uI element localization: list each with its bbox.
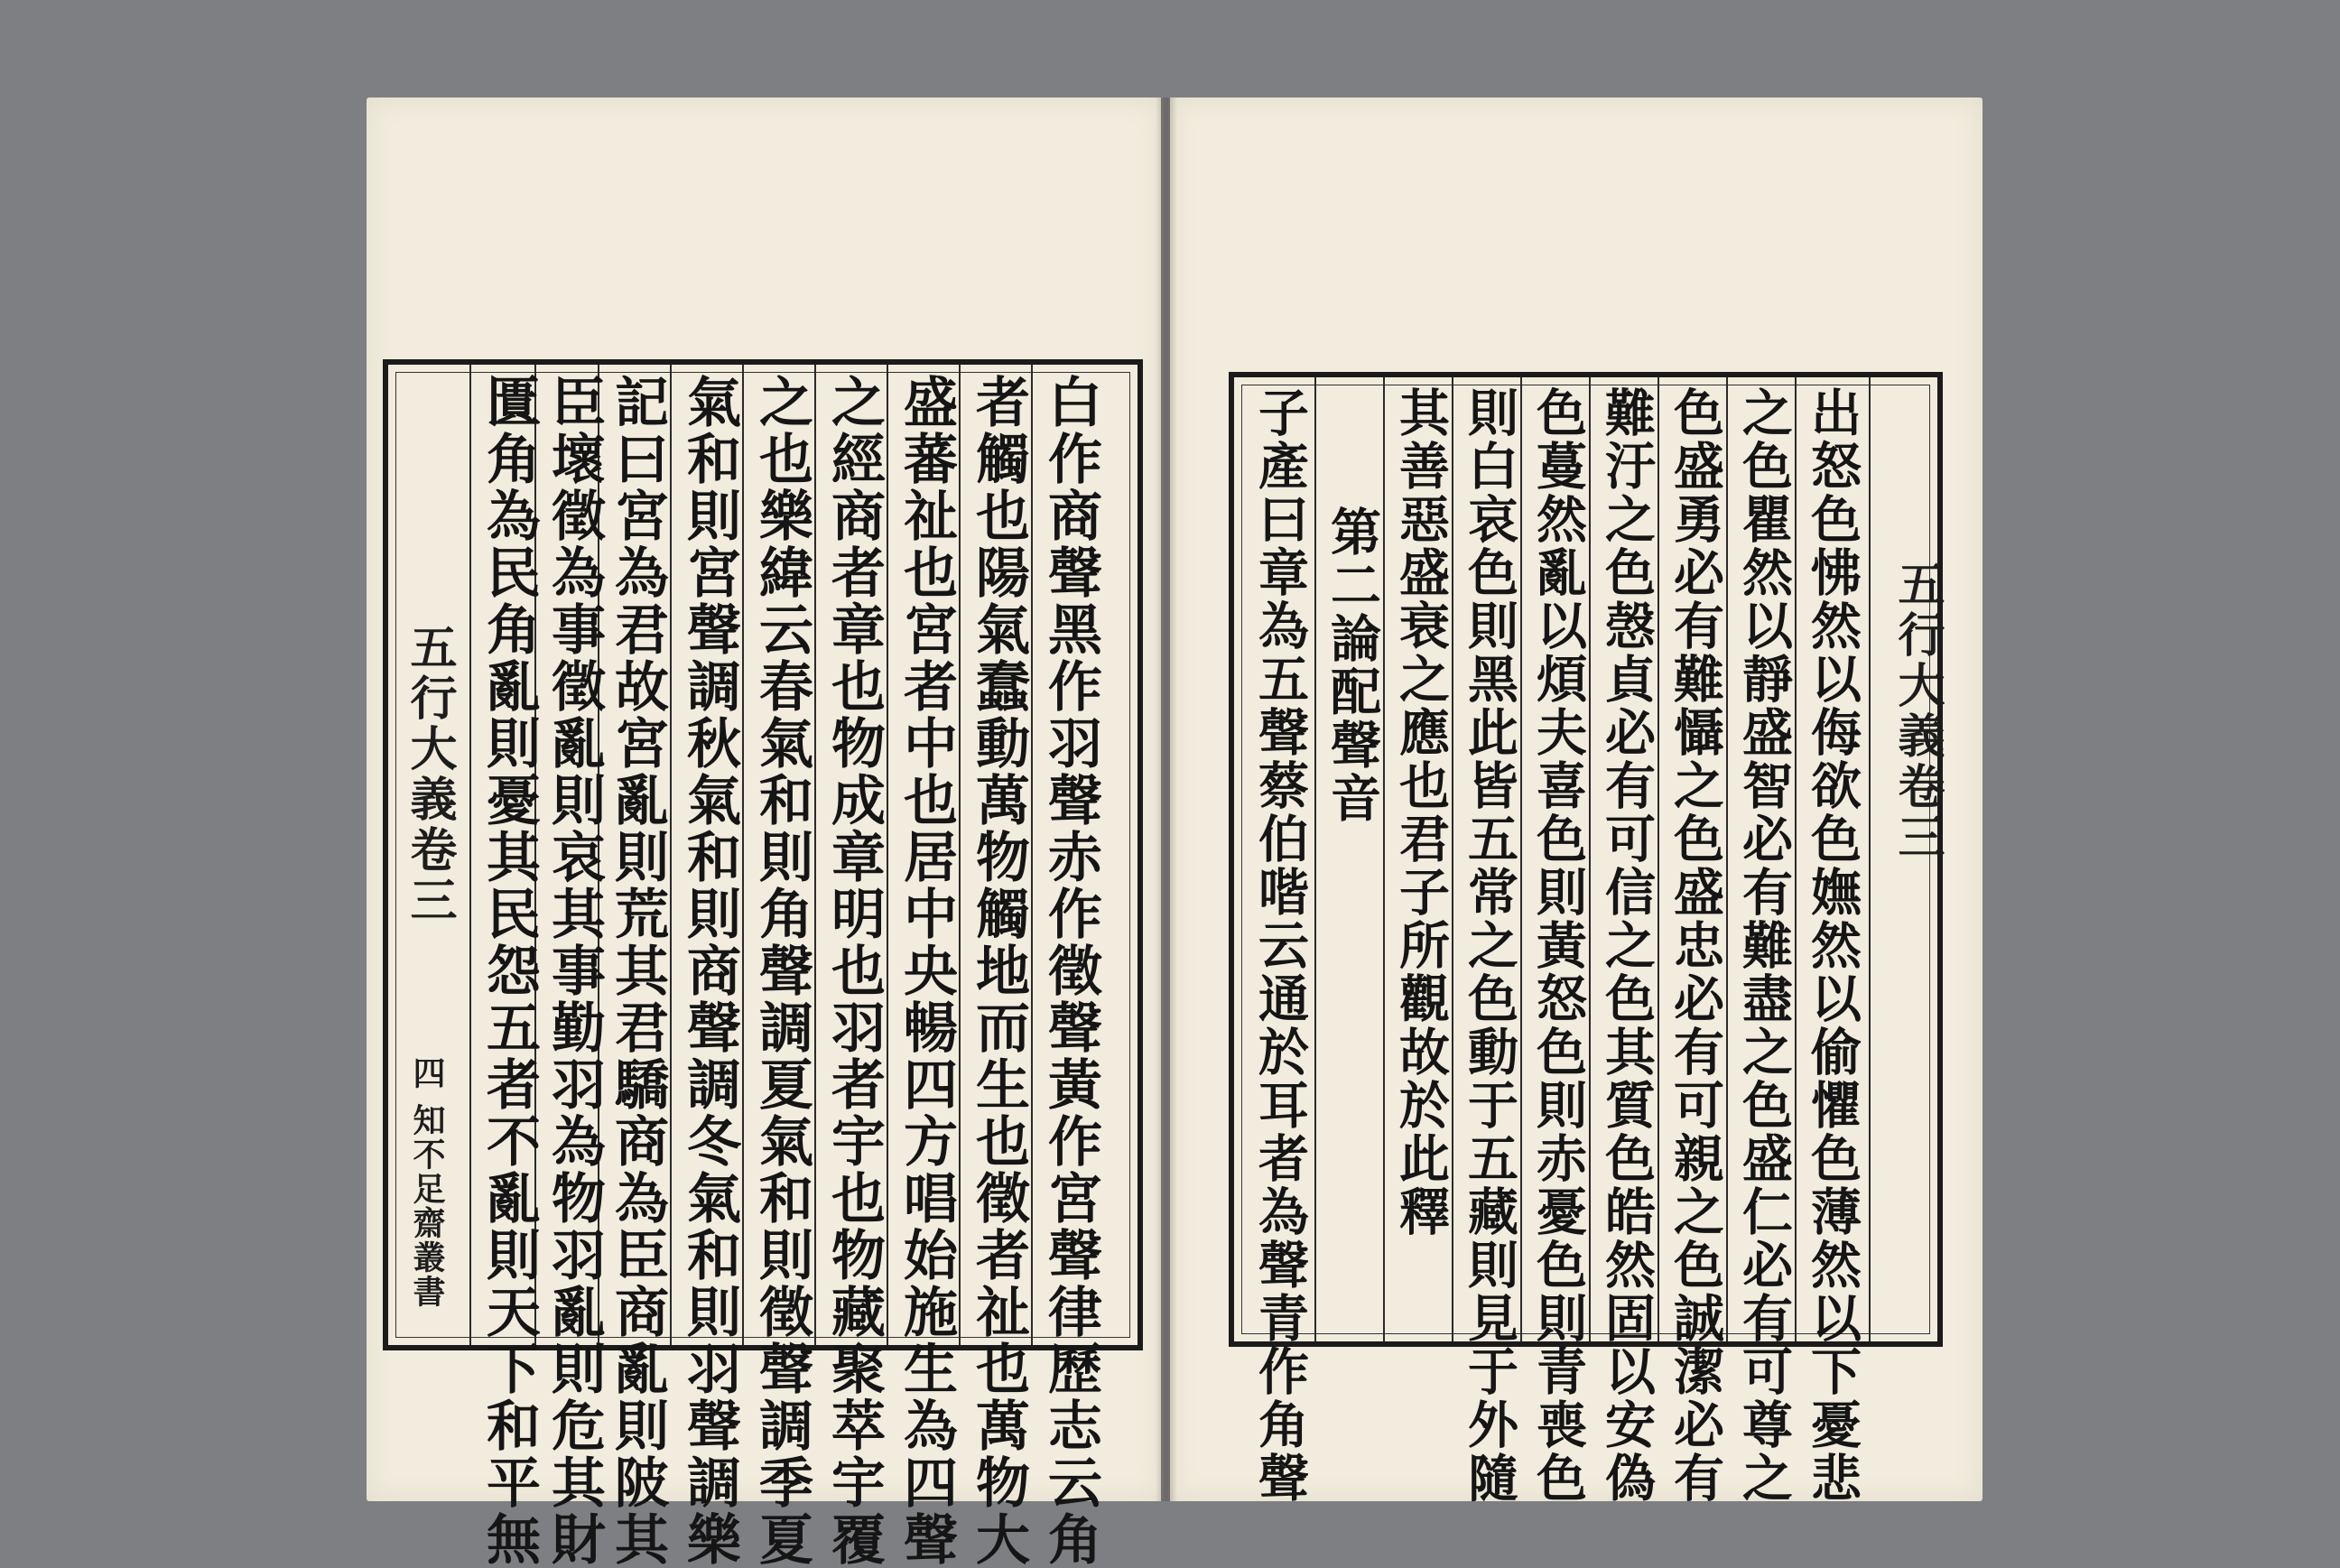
column-rule <box>1314 377 1316 1341</box>
right-column-2: 之色瞿然以靜盛智必有難盡之色盛仁必有可尊之 <box>1734 386 1794 1505</box>
left-margin-title: 五行大義卷三 <box>402 623 457 926</box>
right-column-6: 則白哀色則黑此皆五常之色動于五藏則見于外隨 <box>1460 386 1519 1505</box>
column-rule <box>742 365 744 1345</box>
column-rule <box>1031 365 1033 1345</box>
section-heading: 第二論配聲音 <box>1323 506 1382 825</box>
column-rule <box>1383 377 1385 1341</box>
left-column-3: 盛蕃祉也宮者中也居中央暢四方唱始施生為四聲 <box>895 374 958 1568</box>
left-column-1: 白作商聲黑作羽聲赤作徵聲黃作宮聲律歷志云角 <box>1039 374 1102 1568</box>
column-rule <box>1658 377 1659 1341</box>
left-column-8: 臣壞徵為事徵亂則哀其事勤羽為物羽亂則危其財 <box>543 374 606 1568</box>
column-rule <box>814 365 816 1345</box>
book-gutter <box>1156 97 1177 1501</box>
left-column-2: 者觸也陽氣蠢動萬物觸地而生也徵者祉也萬物大 <box>967 374 1030 1568</box>
column-rule <box>1452 377 1453 1341</box>
left-margin-page-number: 四 <box>408 1056 446 1090</box>
column-rule <box>1589 377 1591 1341</box>
column-rule <box>959 365 961 1345</box>
left-margin-publisher: 知不足齋叢書 <box>408 1103 446 1309</box>
right-column-3: 色盛勇必有難懾之色盛忠必有可親之色誠潔必有 <box>1666 386 1725 1505</box>
left-column-4: 之經商者章也物成章明也羽者宇也物藏聚萃宇覆 <box>822 374 886 1568</box>
left-column-9: 匱角為民角亂則憂其民怨五者不亂則天下和平無 <box>478 374 541 1568</box>
right-column-7: 其善惡盛衰之應也君子所觀故於此釋 <box>1391 386 1451 1239</box>
left-column-7: 記曰宮為君故宮亂則荒其君驕商為臣商亂則陂其 <box>606 374 669 1568</box>
column-rule <box>1726 377 1728 1341</box>
left-column-6: 氣和則宮聲調秋氣和則商聲調冬氣和則羽聲調樂 <box>678 374 741 1568</box>
left-margin-rule <box>469 365 471 1345</box>
column-rule <box>1520 377 1522 1341</box>
right-margin-rule <box>1869 377 1871 1341</box>
left-column-5: 之也樂緯云春氣和則角聲調夏氣和則徵聲調季夏 <box>750 374 813 1568</box>
right-column-1: 出怒色怫然以侮欲色嫵然以偷懼色薄然以下憂悲 <box>1803 386 1862 1505</box>
right-column-9: 子產曰章為五聲蔡伯喈云通於耳者為聲青作角聲 <box>1250 386 1310 1505</box>
column-rule <box>670 365 672 1345</box>
column-rule <box>887 365 888 1345</box>
right-column-5: 色蔓然亂以煩夫喜色則黃怒色則赤憂色則青喪色 <box>1528 386 1588 1505</box>
right-column-4: 難汙之色愨貞必有可信之色其質色皓然固以安偽 <box>1597 386 1657 1505</box>
column-rule <box>1795 377 1797 1341</box>
right-margin-title: 五行大義卷三 <box>1890 560 1945 863</box>
